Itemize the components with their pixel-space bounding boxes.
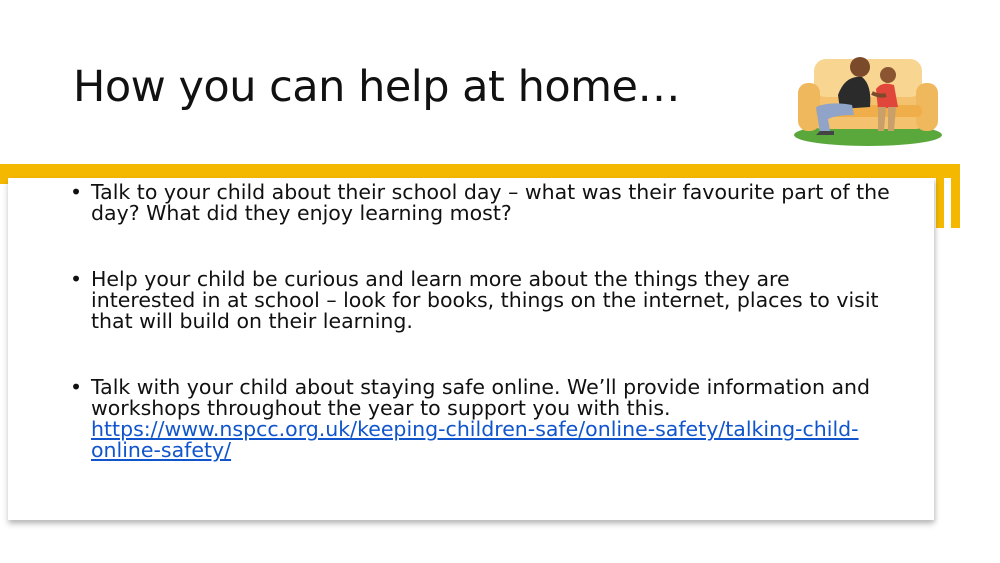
accent-bar-left-stub bbox=[0, 178, 8, 184]
nspcc-link[interactable]: https://www.nspcc.org.uk/keeping-children-safe/online-safety/talking-child-online-safety/ bbox=[91, 417, 859, 462]
bullet-list bbox=[70, 182, 900, 506]
slide-title: How you can help at home… bbox=[73, 62, 680, 112]
bullet-dot: • bbox=[70, 375, 83, 399]
bullet-item bbox=[70, 377, 900, 461]
bullet-text: Talk with your child about staying safe online. We’ll provide information and workshops throughout the year to support you with this. bbox=[91, 375, 871, 420]
bullet-item bbox=[70, 269, 900, 332]
bullet-dot: • bbox=[70, 180, 83, 204]
accent-bar-horizontal bbox=[0, 164, 960, 178]
accent-bar-vertical-outer bbox=[951, 164, 960, 228]
bullet-item bbox=[70, 182, 900, 224]
accent-bar-vertical-inner bbox=[936, 178, 944, 228]
bullet-dot: • bbox=[70, 267, 83, 291]
bullet-text: Talk to your child about their school day – what was their favourite part of the day? What did they enjoy learning most? bbox=[91, 180, 890, 225]
bullet-text: Help your child be curious and learn more about the things they are interested in at school – look for books, things on the internet, places to visit that will build on their learning. bbox=[91, 267, 879, 333]
family-sofa-illustration bbox=[790, 45, 945, 150]
